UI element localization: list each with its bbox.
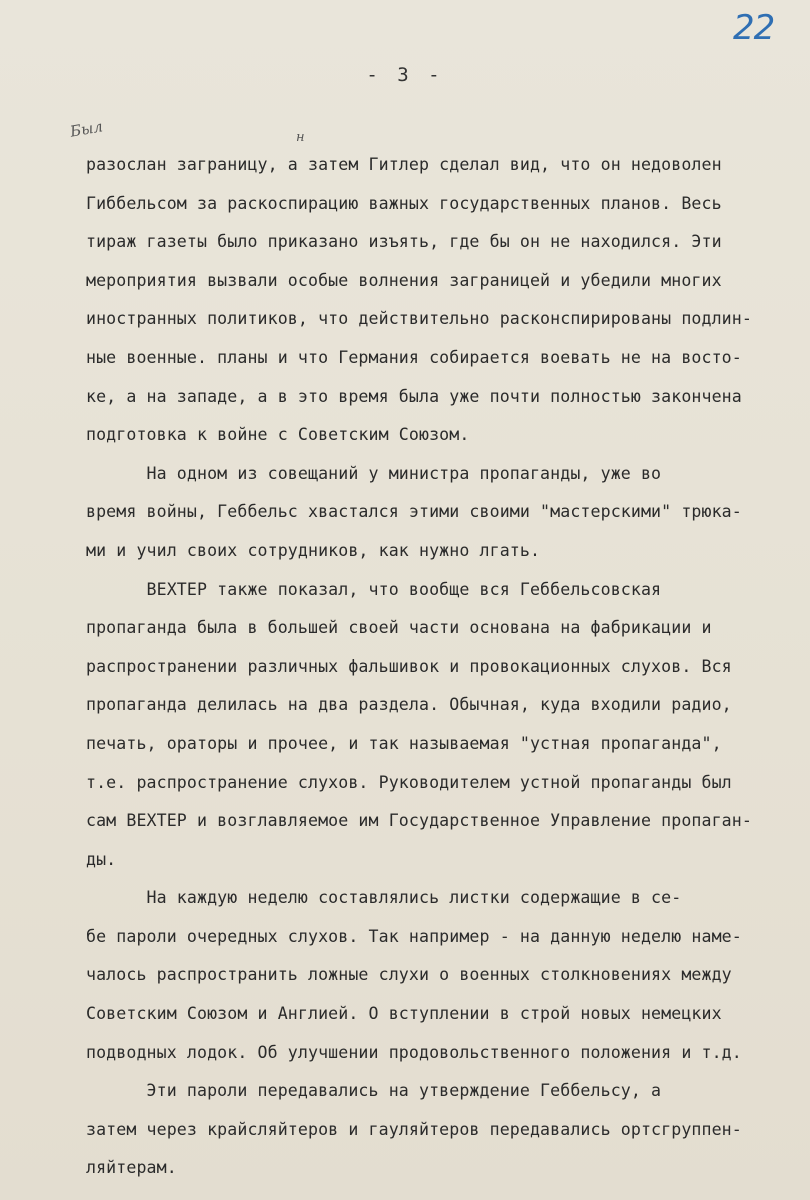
- page-number: - 3 -: [366, 64, 444, 86]
- text-line: ные военные. планы и что Германия собирается воевать не на восто-: [86, 347, 742, 367]
- text-line: чалось распространить ложные слухи о военных столкновениях между: [86, 965, 732, 985]
- handwritten-correction: н: [296, 130, 305, 145]
- text-line: Гиббельсом за раскоспирацию важных государственных планов. Весь: [86, 193, 722, 213]
- text-line: подводных лодок. Об улучшении продовольственного положения и т.д.: [86, 1042, 742, 1062]
- text-line: подготовка к войне с Советским Союзом.: [86, 425, 470, 445]
- text-line: Советским Союзом и Англией. О вступлении в строй новых немецких: [86, 1004, 722, 1024]
- text-line: ды.: [86, 849, 117, 869]
- text-line: бе пароли очередных слухов. Так например - на данную неделю наме-: [86, 926, 742, 946]
- text-line: ляйтерам.: [86, 1158, 177, 1178]
- text-line: пропаганда делилась на два раздела. Обычная, куда входили радио,: [86, 695, 732, 715]
- text-line: тираж газеты было приказано изъять, где бы он не находился. Эти: [86, 232, 722, 252]
- text-line: На каждую неделю составлялись листки содержащие в се-: [86, 888, 682, 908]
- text-line: ми и учил своих сотрудников, как нужно лгать.: [86, 540, 541, 560]
- handwritten-insert: Был: [68, 117, 105, 141]
- text-line: иностранных политиков, что действительно расконспирированы подлин-: [86, 309, 752, 329]
- folio-number: 22: [733, 8, 775, 48]
- text-line: время войны, Геббельс хвастался этими своими "мастерскими" трюка-: [86, 502, 742, 522]
- text-line: разослан заграницу, а затем Гитлер сделал вид, что он недоволен: [86, 155, 722, 174]
- text-line: На одном из совещаний у министра пропаганды, уже во: [86, 463, 662, 483]
- text-line: печать, ораторы и прочее, и так называемая "устная пропаганда",: [86, 733, 722, 753]
- text-line: распространении различных фальшивок и провокационных слухов. Вся: [86, 656, 732, 676]
- text-line: т.е. распространение слухов. Руководителем устной пропаганды был: [86, 772, 732, 792]
- text-line: пропаганда была в большей своей части основана на фабрикации и: [86, 618, 712, 638]
- text-line: Эти пароли передавались на утверждение Геббельсу, а: [86, 1081, 662, 1101]
- text-line: затем через крайсляйтеров и гауляйтеров передавались ортсгруппен-: [86, 1119, 742, 1139]
- text-line: ке, а на западе, а в это время была уже почти полностью закончена: [86, 386, 742, 406]
- text-line: ВЕХТЕР также показал, что вообще вся Геббельсовская: [86, 579, 662, 599]
- text-line: мероприятия вызвали особые волнения заграницей и убедили многих: [86, 270, 722, 290]
- body-text: [86, 146, 786, 1188]
- text-line: сам ВЕХТЕР и возглавляемое им Государственное Управление пропаган-: [86, 811, 752, 831]
